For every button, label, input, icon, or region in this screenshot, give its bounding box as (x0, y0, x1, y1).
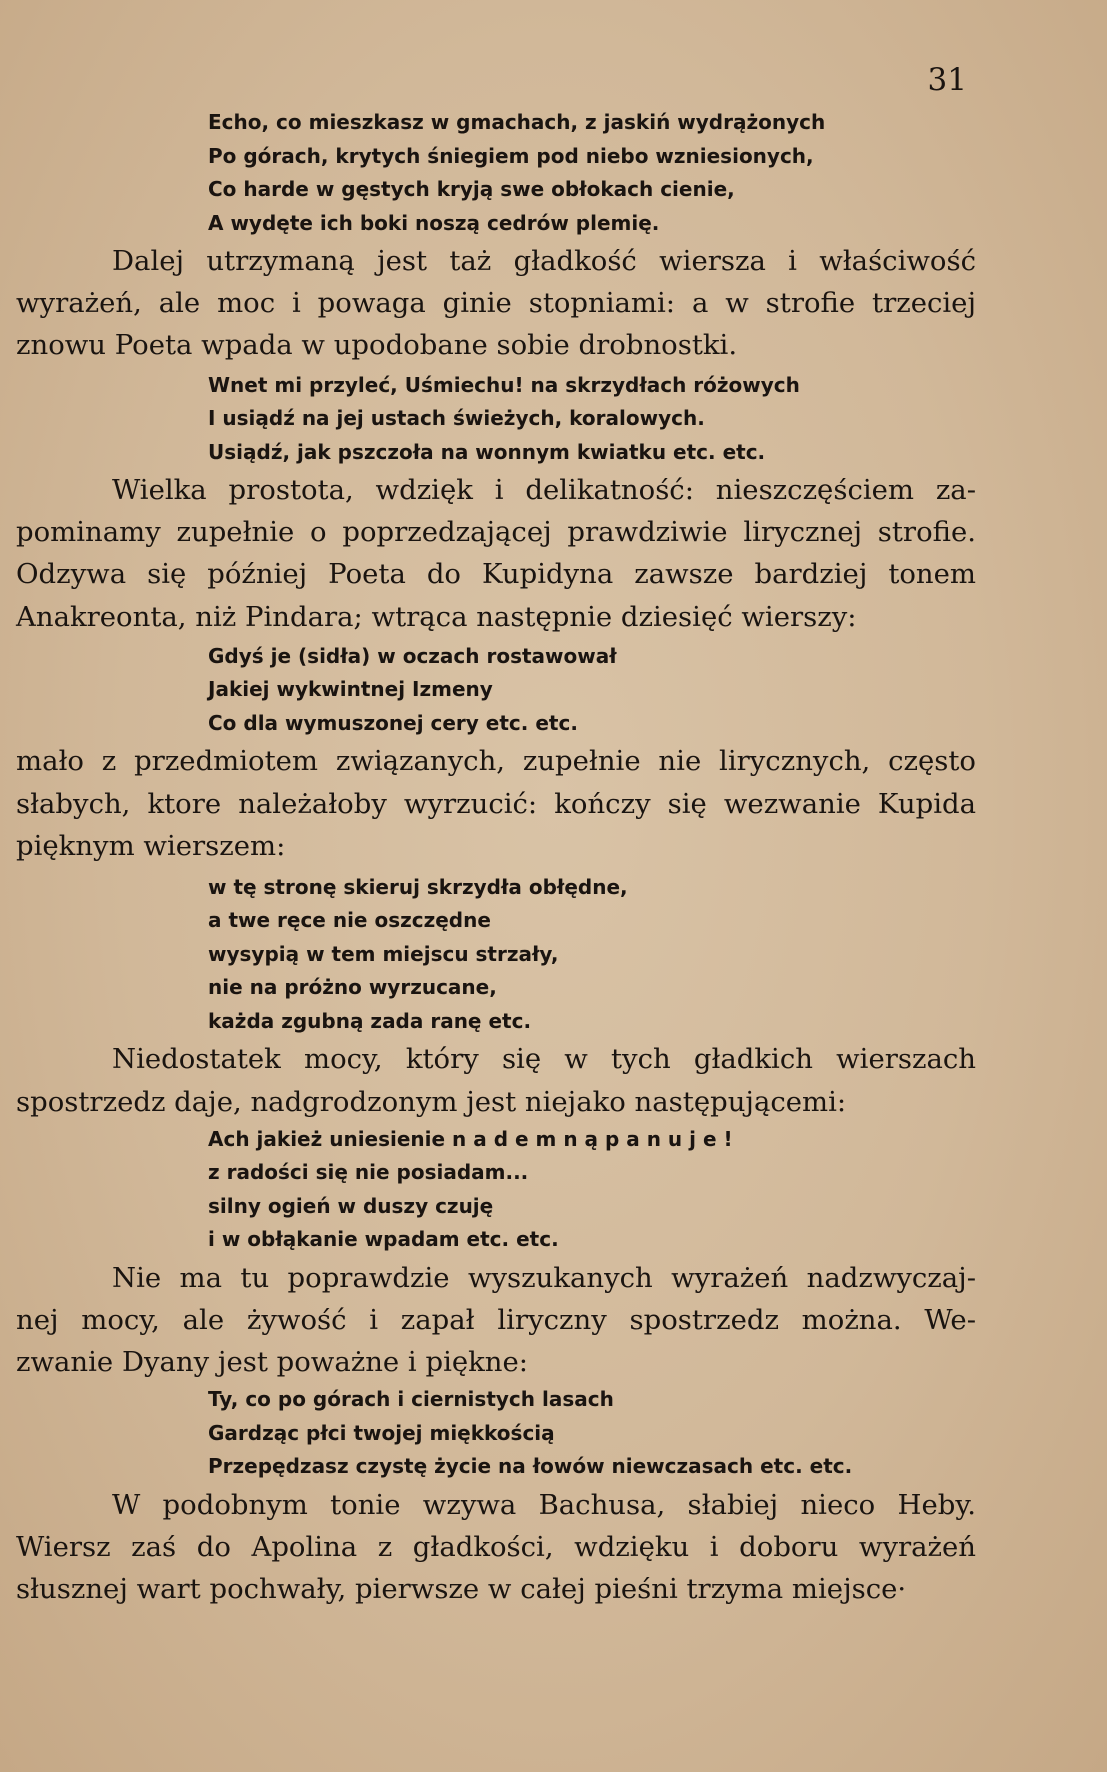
prose-line: zwanie Dyany jest poważne i piękne: (16, 1346, 529, 1379)
prose-line: spostrzedz daje, nadgrodzonym jest niejako następującemi: (16, 1085, 847, 1118)
prose-line: Niedostatek mocy, który się w tych gładkich wierszach (112, 1043, 976, 1076)
prose-line: słusznej wart pochwały, pierwsze w całej pieśni trzyma miejsce· (16, 1573, 907, 1606)
verse-line: z radości się nie posiadam... (208, 1160, 529, 1185)
prose-line: Wiersz zaś do Apolina z gładkości, wdzięku i doboru wyrażeń (16, 1531, 976, 1563)
prose-paragraph (16, 469, 976, 638)
prose-line: Anakreonta, niż Pindara; wtrąca następnie dziesięć wierszy: (16, 600, 857, 633)
verse-block (208, 640, 976, 741)
verse-line: Ach jakież uniesienie n a d e m n ą p a n u j e ! (208, 1126, 733, 1151)
verse-line: Po górach, krytych śniegiem pod niebo wzniesionych, (208, 143, 814, 168)
verse-line: Wnet mi przyleć, Uśmiechu! na skrzydłach różowych (208, 372, 800, 397)
verse-line: i w obłąkanie wpadam etc. etc. (208, 1227, 559, 1252)
verse-line: wysypią w tem miejscu strzały, (208, 941, 559, 966)
verse-line: Gdyś je (sidła) w oczach rostawował (208, 643, 617, 668)
verse-line: w tę stronę skieruj skrzydła obłędne, (208, 874, 628, 899)
verse-line: Gardząc płci twojej miękkością (208, 1420, 555, 1445)
prose-line: Dalej utrzymaną jest taż gładkość wiersza i właściwość (112, 245, 976, 277)
verse-line: I usiądź na jej ustach świeżych, koralowych. (208, 406, 705, 431)
prose-line: znowu Poeta wpada w upodobane sobie drobnostki. (16, 329, 738, 362)
prose-line: Odzywa się później Poeta do Kupidyna zawsze bardziej tonem (16, 558, 976, 591)
verse-block (208, 1123, 976, 1257)
prose-line: nej mocy, ale żywość i zapał liryczny spostrzedz można. We- (16, 1303, 976, 1336)
verse-line: Usiądź, jak pszczoła na wonnym kwiatku etc. etc. (208, 439, 766, 464)
verse-block (208, 106, 976, 240)
verse-line: silny ogień w duszy czuję (208, 1193, 494, 1218)
verse-line: Echo, co mieszkasz w gmachach, z jaskiń wydrążonych (208, 110, 826, 134)
prose-paragraph (16, 1038, 976, 1122)
verse-line: Przepędzasz czystę życie na łowów niewczasach etc. etc. (208, 1454, 853, 1479)
verse-line: A wydęte ich boki noszą cedrów plemię. (208, 210, 660, 235)
prose-line: Nie ma tu poprawdzie wyszukanych wyrażeń nadzwyczaj- (112, 1261, 976, 1294)
prose-line: słabych, ktore należałoby wyrzucić: kończy się wezwanie Kupida (16, 787, 976, 820)
prose-paragraph (16, 1484, 976, 1611)
prose-line: Wielka prostota, wdzięk i delikatność: nieszczęściem za- (112, 474, 976, 507)
prose-line: pięknym wierszem: (16, 829, 286, 862)
prose-paragraph (16, 240, 976, 367)
verse-block (208, 1383, 976, 1484)
page-number: 31 (927, 62, 967, 98)
verse-block (208, 871, 976, 1039)
verse-line: Co dla wymuszonej cery etc. etc. (208, 710, 578, 735)
prose-line: pominamy zupełnie o poprzedzającej prawdziwie lirycznej strofie. (16, 516, 976, 549)
prose-line: W podobnym tonie wzywa Bachusa, słabiej nieco Heby. (112, 1488, 976, 1521)
page-body (16, 106, 976, 1610)
verse-block (208, 369, 976, 470)
verse-line: Ty, co po górach i ciernistych lasach (208, 1387, 614, 1412)
prose-paragraph (16, 1257, 976, 1384)
verse-line: nie na próżno wyrzucane, (208, 975, 497, 1000)
verse-line: każda zgubną zada ranę etc. (208, 1008, 532, 1033)
verse-line: Co harde w gęstych kryją swe obłokach cienie, (208, 177, 735, 201)
verse-line: Jakiej wykwintnej Izmeny (208, 677, 493, 702)
prose-paragraph (16, 740, 976, 867)
verse-line: a twe ręce nie oszczędne (208, 908, 491, 933)
prose-line: mało z przedmiotem związanych, zupełnie nie lirycznych, często (16, 745, 976, 778)
prose-line: wyrażeń, ale moc i powaga ginie stopniami: a w strofie trzeciej (16, 287, 976, 320)
